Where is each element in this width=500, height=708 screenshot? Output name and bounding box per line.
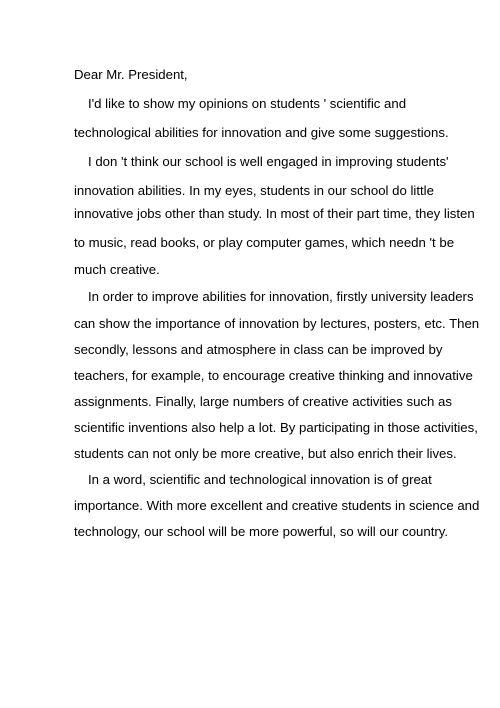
paragraph-2-line-5: much creative. [74, 262, 160, 277]
paragraph-3-line-7: students can not only be more creative, but also enrich their lives. [74, 446, 457, 461]
paragraph-3-line-4: teachers, for example, to encourage creative thinking and innovative [74, 368, 473, 383]
paragraph-2-line-3: innovative jobs other than study. In most of their part time, they listen [74, 206, 475, 221]
paragraph-3-line-2: can show the importance of innovation by lectures, posters, etc. Then [74, 316, 480, 331]
paragraph-2-line-2: innovation abilities. In my eyes, students in our school do little [74, 183, 434, 198]
paragraph-4-line-2: importance. With more excellent and creative students in science and [74, 498, 480, 513]
paragraph-3-line-6: scientific inventions also help a lot. By participating in those activities, [74, 420, 478, 435]
paragraph-3-line-3: secondly, lessons and atmosphere in class can be improved by [74, 342, 443, 357]
paragraph-3-line-5: assignments. Finally, large numbers of creative activities such as [74, 394, 452, 409]
salutation: Dear Mr. President, [74, 67, 188, 82]
paragraph-1-line-2: technological abilities for innovation and give some suggestions. [74, 125, 449, 140]
paragraph-1-line-1: I'd like to show my opinions on students ' scientific and [88, 96, 407, 111]
paragraph-4-line-1: In a word, scientific and technological innovation is of great [88, 472, 432, 487]
paragraph-2-line-4: to music, read books, or play computer games, which needn 't be [74, 235, 455, 250]
paragraph-3-line-1: In order to improve abilities for innovation, firstly university leaders [88, 289, 474, 304]
paragraph-2-line-1: I don 't think our school is well engaged in improving students' [88, 154, 449, 169]
paragraph-4-line-3: technology, our school will be more powerful, so will our country. [74, 524, 449, 539]
